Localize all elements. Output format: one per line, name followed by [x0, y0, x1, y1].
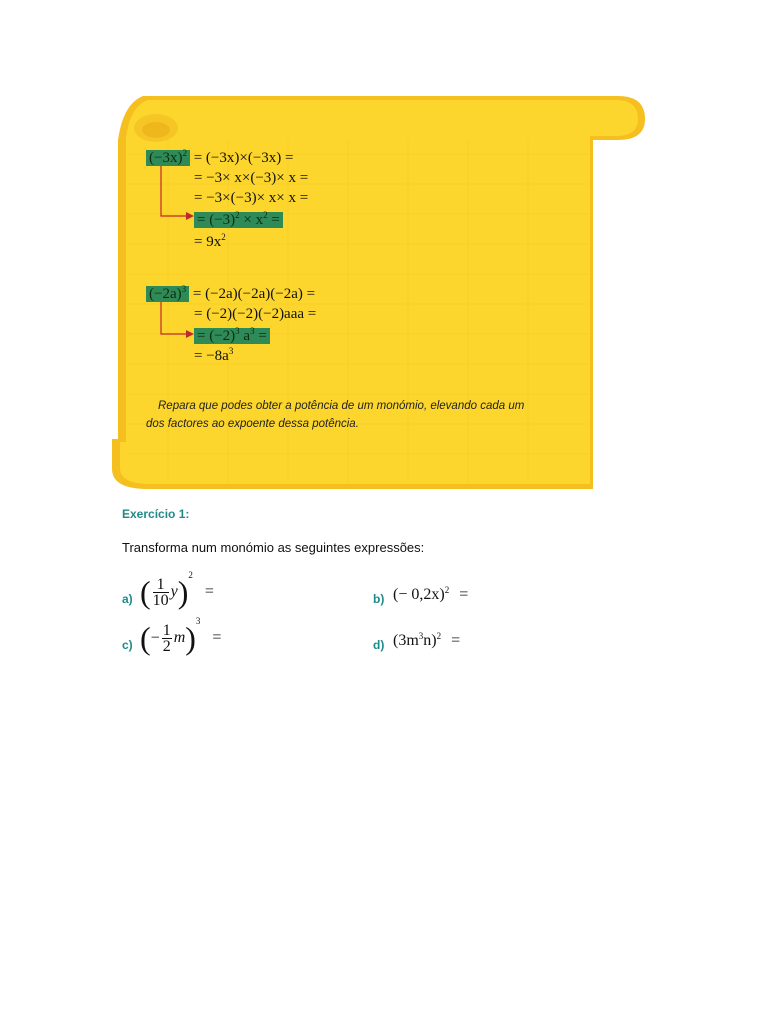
note-line-1: Repara que podes obter a potência de um monómio, elevando cada um [158, 400, 525, 412]
item-b-expression: (− 0,2x)$^2$ = [393, 585, 469, 603]
example-2-highlight: $(-2a)^3$ [146, 286, 189, 302]
item-b-label: b) [373, 592, 385, 606]
item-d-label: d) [373, 638, 385, 652]
item-a-label: a) [122, 592, 133, 606]
exercise-title: Exercício 1: [122, 507, 190, 521]
example-2-line-4: = $-8a^3$ [194, 346, 234, 364]
item-a-expression: ( $\frac{1}{10}$ y)$^2$ = [140, 570, 214, 610]
scroll-panel [108, 94, 648, 490]
note-line-2: dos factores ao expoente dessa potência. [146, 418, 359, 430]
example-2-line-3: = $(-2)^3$ $a^3$ = [194, 326, 270, 346]
example-1-line-4: = $(-3)^2 \times x^2$ = [194, 210, 283, 230]
item-d-expression: $(3m^3n)^2$ = [393, 631, 461, 649]
example-2-line-1: $(-2a)^3 = (-2a)(-2a)(-2a)$ = [146, 284, 315, 304]
item-c-label: c) [122, 638, 133, 652]
exercise-instruction: Transforma num monómio as seguintes expressões: [122, 540, 425, 555]
example-2-line-2: = (−2)(−2)(−2)aaa = [194, 306, 317, 322]
example-1-line-2: = −3× x×(−3)× x = [194, 170, 309, 186]
example-1-line-3: = −3×(−3)× x× x = [194, 190, 309, 206]
item-c-expression: (− $\frac{1}{2}$ m)$^3$ = [140, 616, 222, 656]
example-1-line-5: = $9x^2$ [194, 232, 226, 250]
example-1-line-1: $(-3x)^2 = (-3x)\times(-3x)$ = [146, 148, 293, 168]
example-1-highlight: $(-3x)^2$ [146, 150, 190, 166]
